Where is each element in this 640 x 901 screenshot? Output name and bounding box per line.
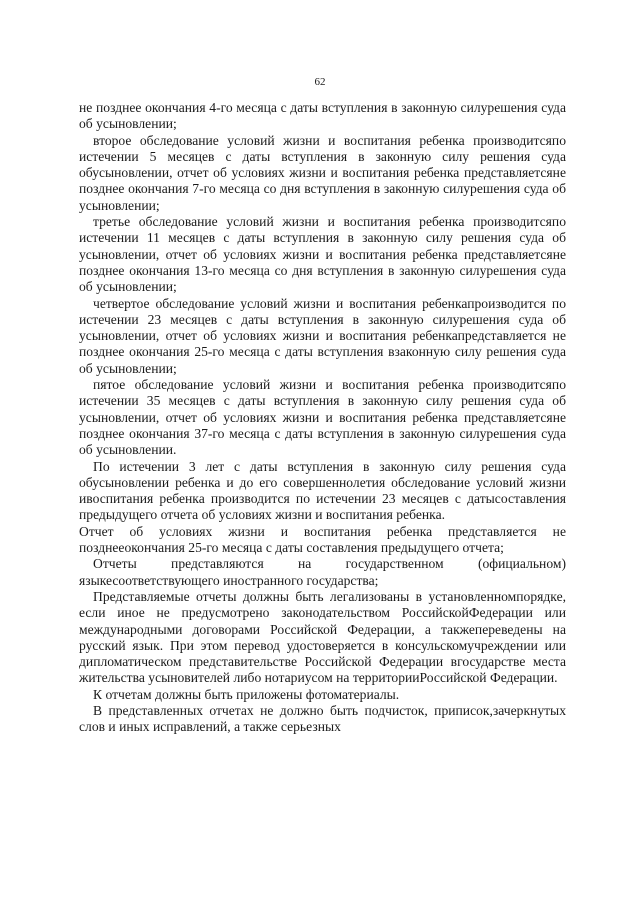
paragraph: четвертое обследование условий жизни и воспитания ребенкапроизводится по истечении 23 месяцев с даты вступления в законную силурешения суда об усыновлении, отчет об условиях жизни и воспитания ребенкапредставляется не позднее окончания 25-го месяца с даты вступления взаконную силу решения суда об усыновлении;: [79, 295, 566, 376]
paragraph: К отчетам должны быть приложены фотоматериалы.: [93, 686, 400, 702]
paragraph: не позднее окончания 4-го месяца с даты вступления в законную силурешения суда об усыновлении;: [79, 100, 566, 132]
paragraph: Отчет об условиях жизни и воспитания ребенка представляется не позднееокончания 25-го месяца с даты составления предыдущего отчета;: [79, 523, 566, 556]
paragraph: Представляемые отчеты должны быть легализованы в установленномпорядке, если иное не предусмотрено законодательством РоссийскойФедерации или международными договорами Российской Федерации, а такжепереведены на русский язык. При этом перевод удостоверяется в консульскомучреждении или дипломатическом представительстве Российской Федерации вгосударстве места жительства усыновителей либо нотариусом на территорииРоссийской Федерации.: [79, 588, 566, 686]
paragraph: Отчеты представляются на государственном (официальном) языкесоответствующего иностранного государства;: [79, 556, 566, 588]
paragraph: третье обследование условий жизни и воспитания ребенка производитсяпо истечении 11 месяцев с даты вступления в законную силу решения суда об усыновлении, отчет об условиях жизни и воспитания ребенка представляетсяне позднее окончания 13-го месяца со дня вступления в законную силурешения суда об усыновлении;: [79, 214, 566, 295]
paragraph: По истечении 3 лет с даты вступления в законную силу решения суда обусыновлении ребенка и до его совершеннолетия обследование условий жизни ивоспитания ребенка производится по истечении 23 месяцев с датысоставления предыдущего отчета об условиях жизни и воспитания ребенка.: [79, 458, 566, 523]
paragraph: пятое обследование условий жизни и воспитания ребенка производитсяпо истечении 35 месяцев с даты вступления в законную силу решения суда об усыновлении, отчет об условиях жизни и воспитания ребенка представляетсяне позднее окончания 37-го месяца с даты вступления в законную силурешения суда об усыновлении.: [79, 377, 566, 458]
page-number: 62: [314, 76, 326, 88]
paragraph: второе обследование условий жизни и воспитания ребенка производитсяпо истечении 5 месяцев с даты вступления в законную силу решения суда обусыновлении, отчет об условиях жизни и воспитания ребенка представляетсяне позднее окончания 7-го месяца со дня вступления в законную силурешения суда об усыновлении;: [79, 132, 566, 213]
document-body: [79, 100, 566, 736]
paragraph: В представленных отчетах не должно быть подчисток, приписок,зачеркнутых слов и иных исправлений, а также серьезных: [79, 702, 566, 735]
